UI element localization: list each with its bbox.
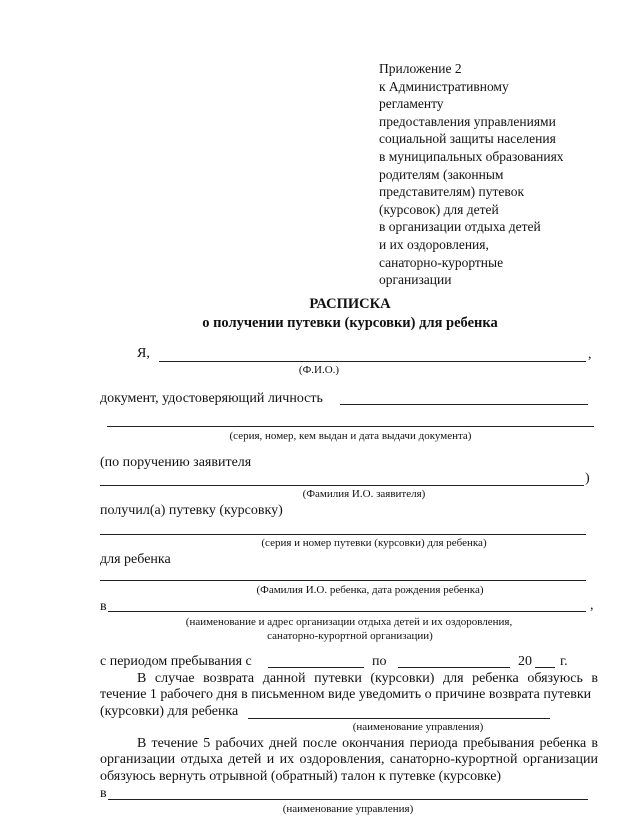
period-to-field[interactable]	[398, 667, 510, 668]
coupon-paragraph: В течение 5 рабочих дней после окончания периода пребывания ребенка в организации отдыха детей и их оздоровления, санаторно-курортной организации обязуюсь вернуть отрывной (обратный) талон к путевке (курсовке)	[100, 736, 598, 784]
fio-caption: (Ф.И.О.)	[298, 364, 340, 376]
applicant-caption: (Фамилия И.О. заявителя)	[302, 488, 426, 500]
org-field[interactable]	[108, 611, 586, 612]
org-in-label: в	[100, 599, 107, 614]
management-field[interactable]	[248, 718, 550, 719]
appendix-line: организации	[379, 272, 452, 288]
org-caption-2: санаторно-курортной организации)	[267, 630, 433, 642]
document-subtitle: о получении путевки (курсовки) для ребенка	[202, 315, 498, 331]
year-prefix: 20	[518, 654, 532, 669]
received-label: получил(а) путевку (курсовку)	[100, 503, 283, 518]
period-from-field[interactable]	[268, 667, 364, 668]
proxy-close-paren: )	[585, 471, 590, 486]
document-title: РАСПИСКА	[309, 296, 391, 312]
appendix-line: представителям) путевок	[379, 184, 525, 200]
applicant-field[interactable]	[100, 485, 584, 486]
return-notice-paragraph: В случае возврата данной путевки (курсовки) для ребенка обязуюсь в течение 1 рабочего дня в письменном виде уведомить о причине возврата путевки	[100, 671, 598, 703]
appendix-line: регламенту	[379, 96, 444, 112]
voucher-field[interactable]	[100, 534, 586, 535]
appendix-line: в организации отдыха детей	[379, 219, 541, 235]
appendix-line: Приложение 2	[379, 61, 462, 76]
period-to-label: по	[372, 654, 387, 669]
document-label: документ, удостоверяющий личность	[100, 391, 323, 406]
appendix-line: в муниципальных образованиях	[379, 148, 564, 164]
child-label: для ребенка	[100, 552, 171, 567]
appendix-line: социальной защиты населения	[379, 131, 556, 147]
coupon-management-field[interactable]	[108, 799, 588, 800]
ya-label: Я,	[137, 346, 150, 361]
appendix-line: и их оздоровления,	[379, 236, 489, 252]
fio-field[interactable]	[159, 361, 586, 362]
appendix-line: предоставления управлениями	[379, 113, 556, 129]
management-caption: (наименование управления)	[352, 721, 484, 733]
proxy-label: (по поручению заявителя	[100, 455, 252, 470]
org-comma: ,	[590, 598, 594, 613]
coupon-management-caption: (наименование управления)	[282, 803, 414, 815]
year-field[interactable]	[535, 667, 555, 668]
coupon-in-label: в	[100, 786, 107, 801]
period-from-label: с периодом пребывания с	[100, 654, 252, 669]
appendix-line: (курсовок) для детей	[379, 201, 499, 217]
org-caption-1: (наименование и адрес организации отдыха детей и их оздоровления,	[185, 616, 513, 628]
voucher-caption: (серия и номер путевки (курсовки) для ребенка)	[261, 537, 487, 549]
year-suffix: г.	[560, 654, 568, 669]
child-field[interactable]	[100, 580, 586, 581]
document-caption: (серия, номер, кем выдан и дата выдачи документа)	[229, 430, 472, 442]
fio-comma: ,	[588, 347, 592, 362]
appendix-line: санаторно-курортные	[379, 254, 504, 270]
return-notice-last-line: (курсовки) для ребенка	[100, 704, 239, 719]
document-field[interactable]	[340, 404, 588, 405]
appendix-line: к Административному	[379, 78, 509, 94]
document-field-2[interactable]	[107, 426, 594, 427]
appendix-block	[379, 60, 564, 289]
appendix-line: родителям (законным	[379, 166, 504, 182]
child-caption: (Фамилия И.О. ребенка, дата рождения ребенка)	[256, 584, 484, 596]
